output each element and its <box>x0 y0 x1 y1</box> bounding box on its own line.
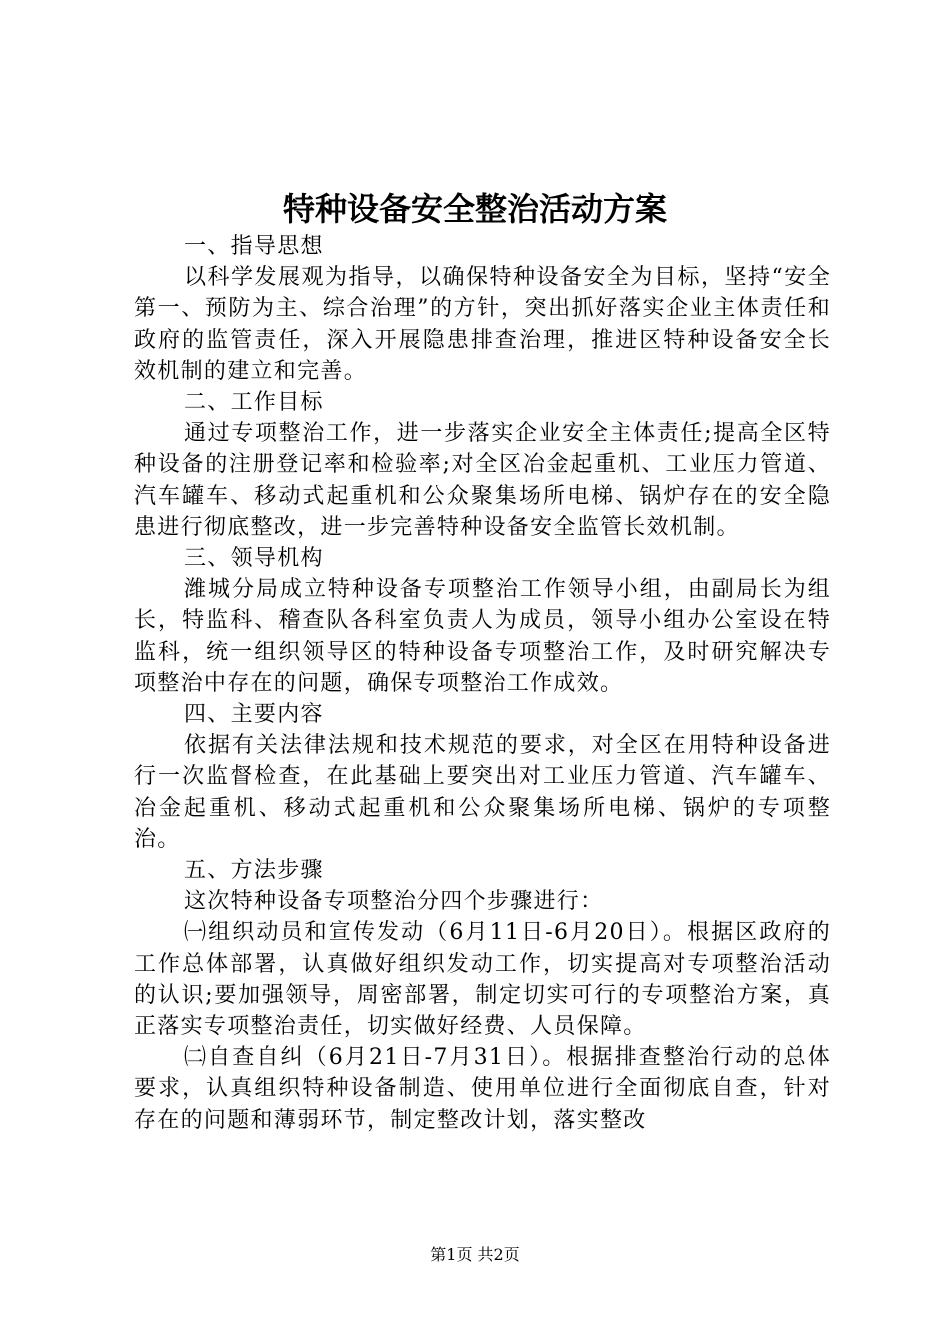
section-heading-work-goals: 二、工作目标 <box>184 390 324 416</box>
paragraph-guiding-ideology: 以科学发展观为指导，以确保特种设备安全为目标，坚持“安全第一、预防为主、综合治理”的方针，突出抓好落实企业主体责任和政府的监管责任，深入开展隐患排查治理，推进区特种设备安全长效机制的建立和完善。 <box>134 265 831 384</box>
section-heading-leadership: 三、领导机构 <box>184 546 324 572</box>
paragraph-main-content: 依据有关法律法规和技术规范的要求，对全区在用特种设备进行一次监督检查，在此基础上要突出对工业压力管道、汽车罐车、冶金起重机、移动式起重机和公众聚集场所电梯、锅炉的专项整治。 <box>134 733 831 852</box>
paragraph-work-goals: 通过专项整治工作，进一步落实企业安全主体责任;提高全区特种设备的注册登记率和检验率;对全区冶金起重机、工业压力管道、汽车罐车、移动式起重机和公众聚集场所电梯、锅炉存在的安全隐患进行彻底整改，进一步完善特种设备安全监管长效机制。 <box>134 421 831 540</box>
section-heading-methods: 五、方法步骤 <box>184 858 324 884</box>
document-body <box>134 231 831 1136</box>
document-title: 特种设备安全整治活动方案 <box>282 190 667 228</box>
paragraph-step-one: ㈠组织动员和宣传发动（6月11日-6月20日）。根据区政府的工作总体部署，认真做好组织发动工作，切实提高对专项整治活动的认识;要加强领导，周密部署，制定切实可行的专项整治方案，真正落实专项整治责任，切实做好经费、人员保障。 <box>134 920 831 1040</box>
page-footer: 第1页 共2页 <box>430 1245 520 1264</box>
paragraph-methods-intro: 这次特种设备专项整治分四个步骤进行： <box>184 889 604 915</box>
section-heading-main-content: 四、主要内容 <box>184 702 324 728</box>
section-heading-guiding-ideology: 一、指导思想 <box>184 234 324 259</box>
paragraph-leadership: 潍城分局成立特种设备专项整治工作领导小组，由副局长为组长，特监科、稽查队各科室负责人为成员，领导小组办公室设在特监科，统一组织领导区的特种设备专项整治工作，及时研究解决专项整治中存在的问题，确保专项整治工作成效。 <box>134 577 831 696</box>
paragraph-step-two: ㈡自查自纠（6月21日-7月31日）。根据排查整治行动的总体要求，认真组织特种设备制造、使用单位进行全面彻底自查，针对存在的问题和薄弱环节，制定整改计划，落实整改 <box>134 1045 831 1133</box>
